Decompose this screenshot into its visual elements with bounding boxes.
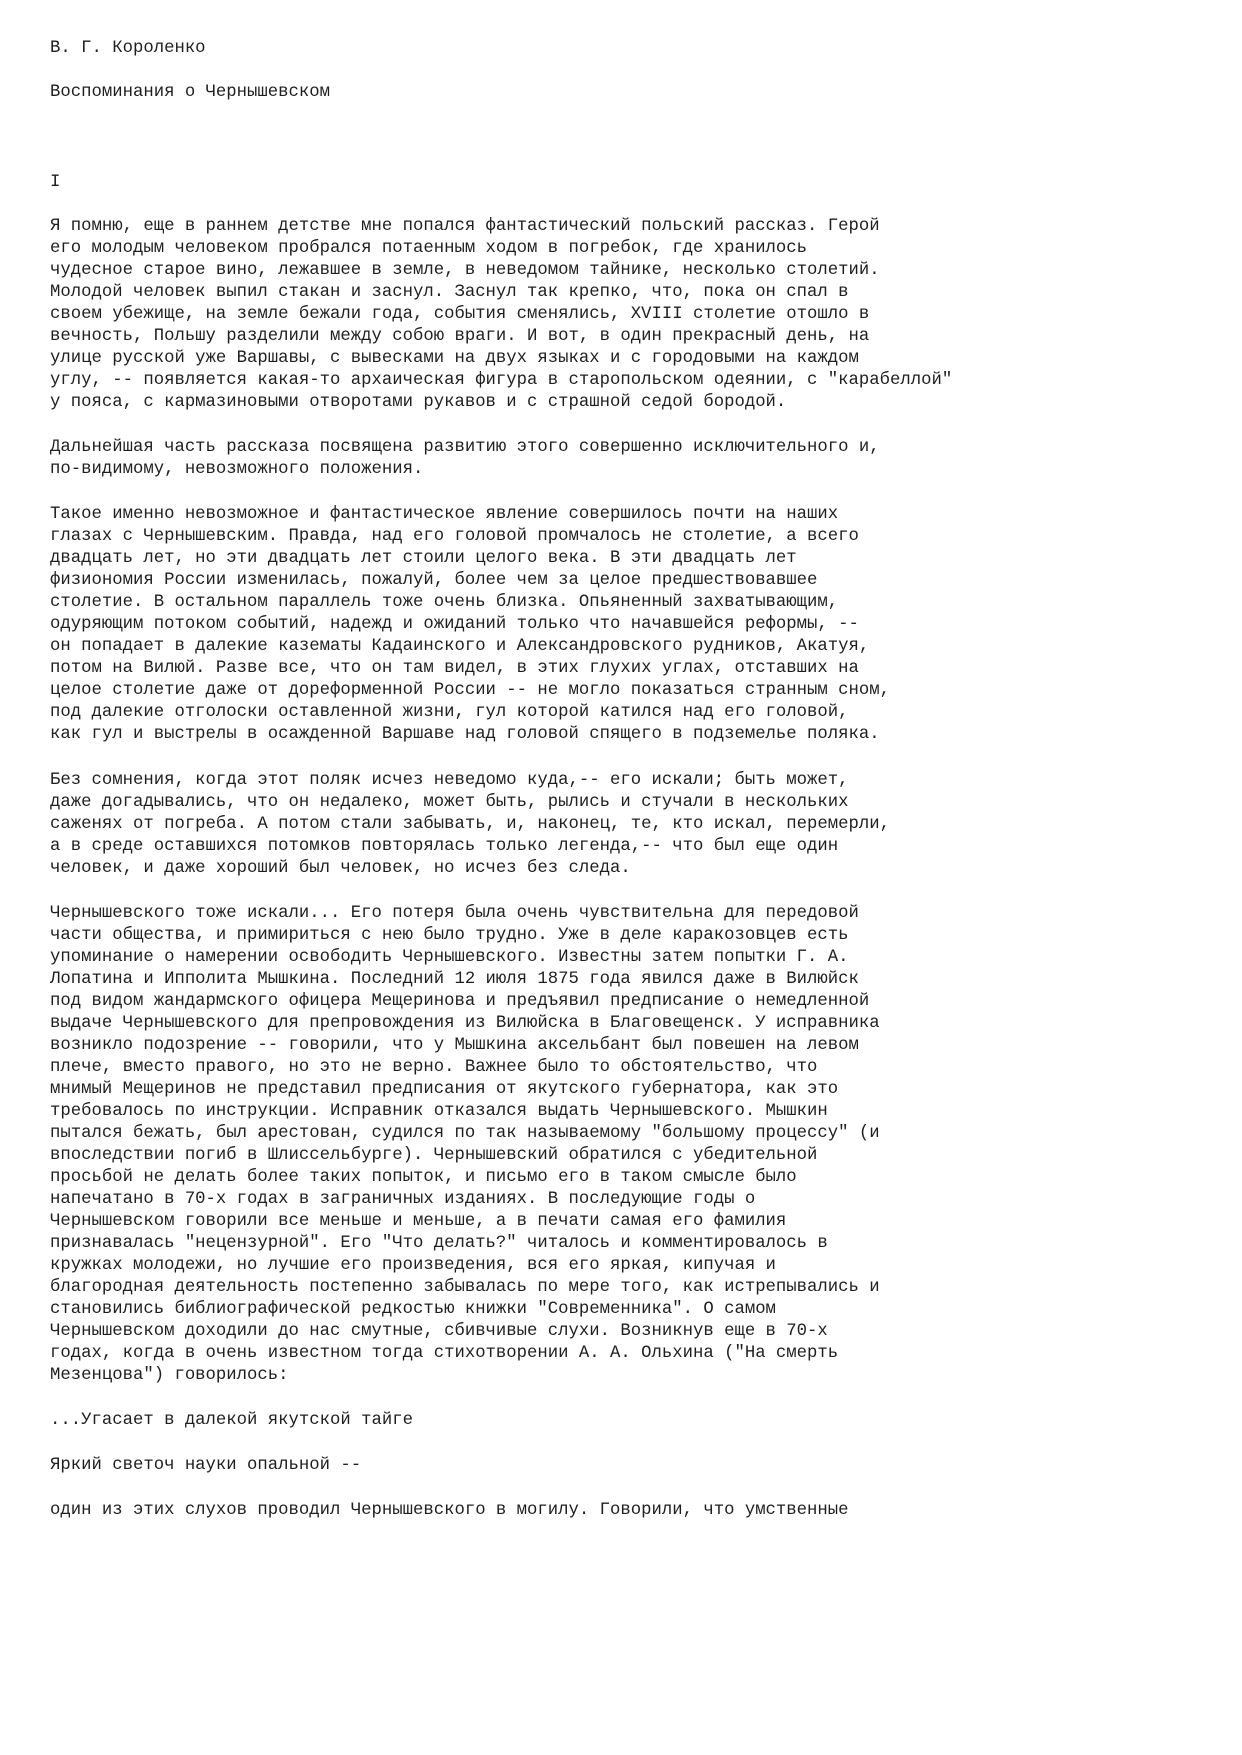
paragraph-1-line-8: углу, -- появляется какая-то архаическая фигура в старопольском одеянии, с "карабеллой" <box>50 371 953 390</box>
paragraph-1-line-6: вечность, Польшу разделили между собою враги. И вот, в один прекрасный день, на <box>50 327 870 346</box>
paragraph-1-line-1: Я помню, еще в раннем детстве мне попался фантастический польский рассказ. Герой <box>50 217 880 236</box>
paragraph-5-line-3: упоминание о намерении освободить Чернышевского. Известны затем попытки Г. А. <box>50 948 849 967</box>
paragraph-3-line-10: под далекие отголоски оставленной жизни, гул которой катился над его головой, <box>50 703 849 722</box>
paragraph-5-line-21: годах, когда в очень известном тогда стихотворении А. А. Ольхина ("На смерть <box>50 1344 839 1363</box>
paragraph-1-line-9: у пояса, с кармазиновыми отворотами рукавов и с страшной седой бородой. <box>50 393 787 412</box>
paragraph-5-line-14: напечатано в 70-х годах в заграничных изданиях. В последующие годы о <box>50 1190 756 1209</box>
paragraph-2-line-1: Дальнейшая часть рассказа посвящена развитию этого совершенно исключительного и, <box>50 438 880 457</box>
paragraph-5-line-11: пытался бежать, был арестован, судился по так называемому "большому процессу" (и <box>50 1124 880 1143</box>
paragraph-3-line-3: двадцать лет, но эти двадцать лет стоили целого века. В эти двадцать лет <box>50 549 797 568</box>
paragraph-2-line-2: по-видимому, невозможного положения. <box>50 460 424 479</box>
paragraph-3-line-7: он попадает в далекие казематы Кадаинского и Александровского рудников, Акатуя, <box>50 637 870 656</box>
paragraph-6-line-1: один из этих слухов проводил Чернышевского в могилу. Говорили, что умственные <box>50 1501 849 1520</box>
paragraph-3-line-2: глазах с Чернышевским. Правда, над его головой промчалось не столетие, а всего <box>50 527 859 546</box>
paragraph-5-line-7: возникло подозрение -- говорили, что у Мышкина аксельбант был повешен на левом <box>50 1036 859 1055</box>
paragraph-3-line-4: физиономия России изменилась, пожалуй, более чем за целое предшествовавшее <box>50 571 818 590</box>
paragraph-5-line-18: благородная деятельность постепенно забывалась по мере того, как истрепывались и <box>50 1278 880 1297</box>
paragraph-5-line-10: требовалось по инструкции. Исправник отказался выдать Чернышевского. Мышкин <box>50 1102 828 1121</box>
paragraph-3-line-8: потом на Вилюй. Разве все, что он там видел, в этих глухих углах, отставших на <box>50 659 859 678</box>
paragraph-5-line-1: Чернышевского тоже искали... Его потеря была очень чувствительна для передовой <box>50 904 859 923</box>
paragraph-5-line-15: Чернышевском говорили все меньше и меньше, а в печати самая его фамилия <box>50 1212 787 1231</box>
paragraph-4-line-1: Без сомнения, когда этот поляк исчез неведомо куда,-- его искали; быть может, <box>50 771 849 790</box>
paragraph-3-line-5: столетие. В остальном параллель тоже очень близка. Опьяненный захватывающим, <box>50 593 839 612</box>
paragraph-4-line-4: а в среде оставшихся потомков повторялась только легенда,-- что был еще один <box>50 837 839 856</box>
paragraph-5-line-5: под видом жандармского офицера Мещеринова и предъявил предписание о немедленной <box>50 992 870 1011</box>
paragraph-1-line-5: своем убежище, на земле бежали года, события сменялись, XVIII столетие отошло в <box>50 305 870 324</box>
paragraph-5-line-2: части общества, и примириться с нею было трудно. Уже в деле каракозовцев есть <box>50 926 849 945</box>
paragraph-1-line-2: его молодым человеком пробрался потаенным ходом в погребок, где хранилось <box>50 239 808 258</box>
paragraph-1-line-3: чудесное старое вино, лежавшее в земле, в неведомом тайнике, несколько столетий. <box>50 261 880 280</box>
paragraph-1-line-7: улице русской уже Варшавы, с вывесками на двух языках и с городовыми на каждом <box>50 349 859 368</box>
verse-line-1: ...Угасает в далекой якутской тайге <box>50 1411 413 1430</box>
paragraph-5-line-17: кружках молодежи, но лучшие его произведения, вся его яркая, кипучая и <box>50 1256 776 1275</box>
paragraph-3-line-6: одуряющим потоком событий, надежд и ожиданий только что начавшейся реформы, -- <box>50 615 859 634</box>
paragraph-5-line-22: Мезенцова") говорилось: <box>50 1366 289 1385</box>
paragraph-5-line-20: Чернышевском доходили до нас смутные, сбивчивые слухи. Возникнув еще в 70-х <box>50 1322 828 1341</box>
paragraph-4-line-3: саженях от погреба. А потом стали забывать, и, наконец, те, кто искал, перемерли, <box>50 815 891 834</box>
paragraph-4-line-2: даже догадывались, что он недалеко, может быть, рылись и стучали в нескольких <box>50 793 849 812</box>
paragraph-5-line-13: просьбой не делать более таких попыток, и письмо его в таком смысле было <box>50 1168 797 1187</box>
document-title: Воспоминания о Чернышевском <box>50 83 331 102</box>
verse-line-2: Яркий светоч науки опальной -- <box>50 1456 362 1475</box>
paragraph-3-line-11: как гул и выстрелы в осажденной Варшаве над головой спящего в подземелье поляка. <box>50 725 880 744</box>
paragraph-3-line-9: целое столетие даже от дореформенной России -- не могло показаться странным сном, <box>50 681 891 700</box>
paragraph-3-line-1: Такое именно невозможное и фантастическое явление совершилось почти на наших <box>50 505 839 524</box>
paragraph-5-line-4: Лопатина и Ипполита Мышкина. Последний 12 июля 1875 года явился даже в Вилюйск <box>50 970 859 989</box>
paragraph-5-line-8: плече, вместо правого, но это не верно. Важнее было то обстоятельство, что <box>50 1058 818 1077</box>
author-line: В. Г. Короленко <box>50 39 206 58</box>
paragraph-5-line-16: признавалась "нецензурной". Его "Что делать?" читалось и комментировалось в <box>50 1234 828 1253</box>
paragraph-5-line-19: становились библиографической редкостью книжки "Современника". О самом <box>50 1300 776 1319</box>
paragraph-5-line-6: выдаче Чернышевского для препровождения из Вилюйска в Благовещенск. У исправника <box>50 1014 880 1033</box>
paragraph-5-line-12: впоследствии погиб в Шлиссельбурге). Чернышевский обратился с убедительной <box>50 1146 818 1165</box>
paragraph-5-line-9: мнимый Мещеринов не представил предписания от якутского губернатора, как это <box>50 1080 839 1099</box>
section-heading: I <box>50 173 61 192</box>
paragraph-1-line-4: Молодой человек выпил стакан и заснул. Заснул так крепко, что, пока он спал в <box>50 283 849 302</box>
paragraph-4-line-5: человек, и даже хороший был человек, но исчез без следа. <box>50 859 631 878</box>
